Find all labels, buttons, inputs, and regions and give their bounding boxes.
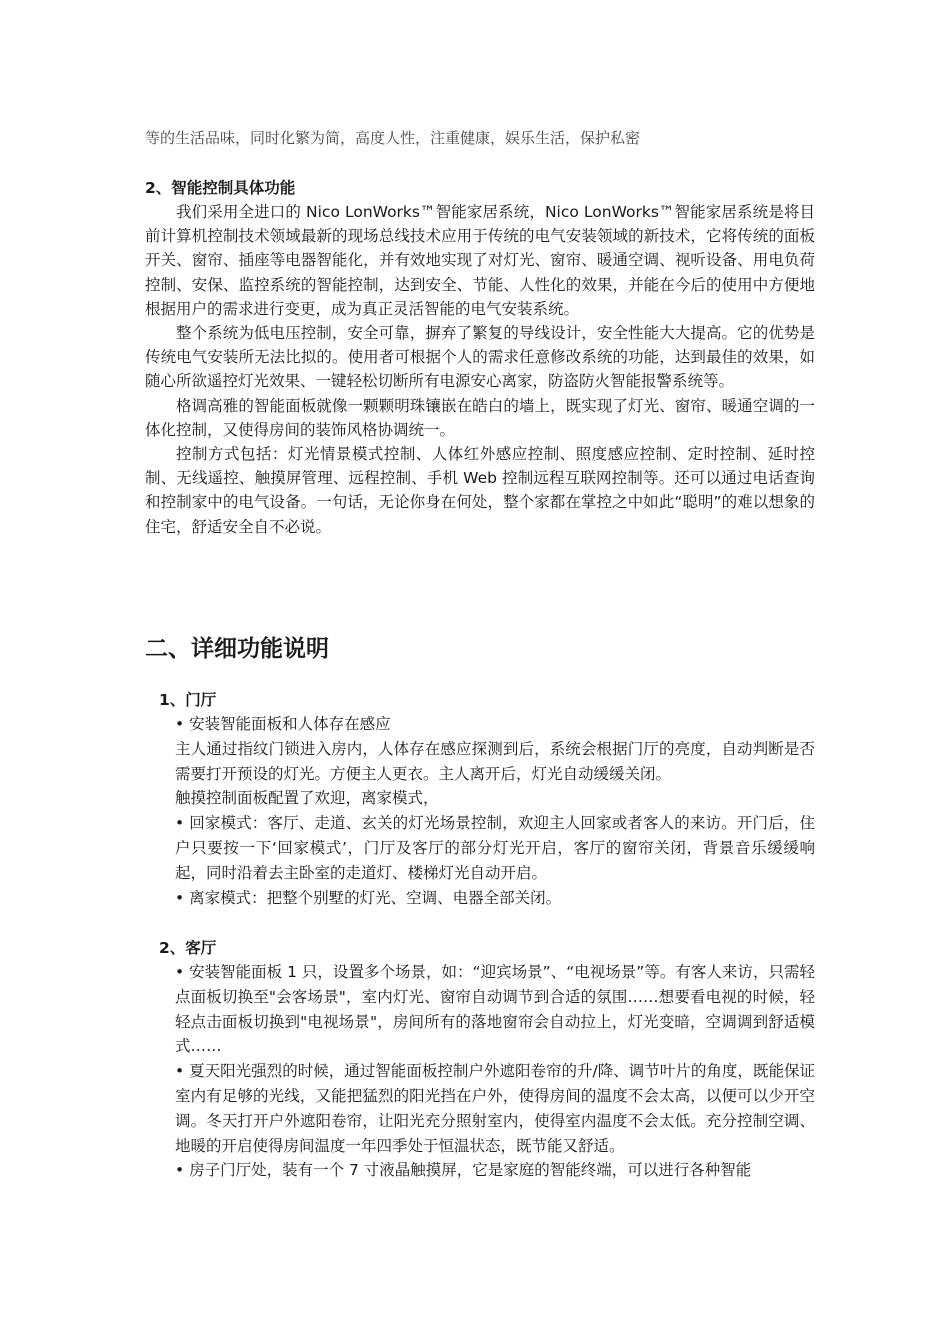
item-line: 主人通过指纹门锁进入房内，人体存在感应探测到后，系统会根据门厅的亮度，自动判断是否需要打开预设的灯光。方便主人更衣。主人离开后，灯光自动缓缓关闭。 (175, 739, 815, 783)
item-line: • 回家模式：客厅、走道、玄关的灯光场景控制，欢迎主人回家或者客人的来访。开门后，住户只要按一下‘回家模式’，门厅及客厅的部分灯光开启，客厅的窗帘关闭，背景音乐缓缓响起，同时沿着去主卧室的走道灯、楼梯灯光自动开启。 (175, 814, 815, 882)
item-line: • 夏天阳光强烈的时候，通过智能面板控制户外遮阳卷帘的升/降、调节叶片的角度，既能保证室内有足够的光线，又能把猛烈的阳光挡在户外，使得房间的温度不会太高，以便可以少开空调。冬天打开户外遮阳卷帘，让阳光充分照射室内，使得室内温度不会太低。充分控制空调、地暖的开启使得房间温度一年四季处于恒温状态，既节能又舒适。 (175, 1062, 815, 1155)
paragraph: 格调高雅的智能面板就像一颗颗明珠镶嵌在皓白的墙上，既实现了灯光、窗帘、暖通空调的一体化控制，又使得房间的装饰风格协调统一。 (145, 396, 815, 439)
paragraph: 我们采用全进口的 Nico LonWorks™智能家居系统，Nico LonWorks™智能家居系统是将目前计算机控制技术领域最新的现场总线技术应用于传统的电气安装领域的新技术，它将传统的面板开关、窗帘、插座等电器智能化，并有效地实现了对灯光、窗帘、暖通空调、视听设备、用电负荷控制、安保、监控系统的智能控制，达到安全、节能、人性化的效果，并能在今后的使用中方便地根据用户的需求进行变更，成为真正灵活智能的电气安装系统。 (145, 203, 815, 318)
paragraph: 整个系统为低电压控制，安全可靠，摒弃了繁复的导线设计，安全性能大大提高。它的优势是传统电气安装所无法比拟的。使用者可根据个人的需求任意修改系统的功能，达到最佳的效果，如随心所欲遥控灯光效果、一键轻松切断所有电源安心离家，防盗防火智能报警系统等。 (145, 324, 815, 391)
continued-text-line: 等的生活品味，同时化繁为简，高度人性，注重健康，娱乐生活，保护私密 (145, 129, 641, 147)
item-line: • 离家模式：把整个别墅的灯光、空调、电器全部关闭。 (175, 888, 562, 907)
item-line: • 房子门厅处，装有一个 7 寸液晶触摸屏，它是家庭的智能终端，可以进行各种智能 (175, 1161, 752, 1180)
section-title: 二、详细功能说明 (145, 636, 329, 662)
item-foyer (145, 688, 815, 910)
function-section (145, 176, 815, 539)
item-line: • 安装智能面板 1 只，设置多个场景，如：“迎宾场景”、“电视场景”等。有客人来访，只需轻点面板切换至"会客场景"，室内灯光、窗帘自动调节到合适的氛围……想要看电视的时候，轻轻点击面板切换到"电视场景"，房间所有的落地窗帘会自动拉上，灯光变暗，空调调到舒适模式…… (175, 963, 815, 1056)
item-living-room (145, 936, 815, 1183)
item-heading: 2、客厅 (159, 939, 217, 957)
paragraph: 控制方式包括：灯光情景模式控制、人体红外感应控制、照度感应控制、定时控制、延时控制、无线遥控、触摸屏管理、远程控制、手机 Web 控制远程互联网控制等。还可以通过电话查询和控制家中的电气设备。一句话，无论你身在何处，整个家都在掌控之中如此“聪明”的难以想象的住宅，舒适安全自不必说。 (145, 445, 815, 536)
item-line: • 安装智能面板和人体存在感应 (175, 715, 391, 733)
item-heading: 1、门厅 (159, 691, 217, 709)
item-line: 触摸控制面板配置了欢迎，离家模式， (175, 789, 439, 808)
function-heading: 2、智能控制具体功能 (145, 179, 296, 197)
